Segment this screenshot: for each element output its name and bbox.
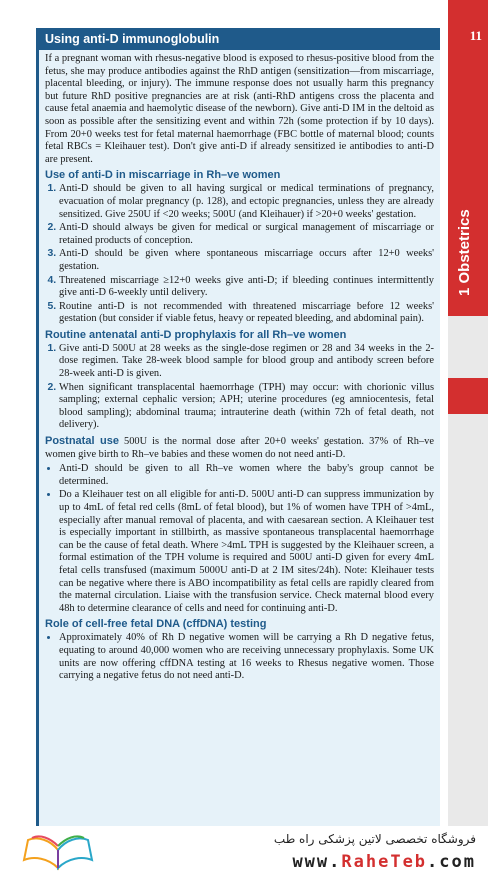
page-number-tab <box>448 0 488 196</box>
box-body <box>39 50 440 683</box>
page-number: 11 <box>469 28 482 43</box>
list-item: 2. Anti-D should always be given for medical or surgical management of miscarriage or retained products of conception. <box>59 222 434 247</box>
cffdna-heading: Role of cell-free fetal DNA (cffDNA) testing <box>45 618 267 631</box>
site-suffix: .com <box>427 852 476 872</box>
section-title: Using anti-D immunoglobulin <box>39 28 440 50</box>
store-name-persian: فروشگاه تخصصی لاتین پزشکی راه طب <box>273 832 476 846</box>
miscarriage-heading: Use of anti-D in miscarriage in Rh–ve women <box>45 169 281 182</box>
site-name: RaheTeb <box>341 852 428 872</box>
gutter-gray-block <box>448 316 488 378</box>
list-item: 3. Anti-D should be given where spontaneous miscarriage occurs after 12+0 weeks' gestation. <box>59 248 434 273</box>
postnatal-heading: Postnatal use <box>45 435 119 448</box>
list-item: • Approximately 40% of Rh D negative women will be carrying a Rh D negative fetus, equating to around 40,000 women who are receiving unnecessary prophylaxis. Some UK units are now offering cffDNA testing at 16 weeks to Rhesus negative women. Those carrying a negative fetus do not need anti-D. <box>59 632 434 682</box>
intro-paragraph: If a pregnant woman with rhesus-negative blood is exposed to rhesus-positive blood from the fetus, she may produce antibodies against the RhD antigen (sensitization—from miscarriage, placental bleeding, or injury). The immune response does not usually harm this pregnancy but future RhD positive pregnancies are at risk (anti-RhD antigens cross the placenta and cause fetal anaemia and haemolytic disease of the newborn). Give anti-D IM in the deltoid as soon as possible after the sensitizing event and within 72h (some protection if by 10 days). From 20+0 weeks test for fetal maternal haemorrhage (FBC bottle of maternal blood; counts fetal RBCs = Kleihauer test). Don't give anti-D if already sensitized ie antibodies to anti-D are present. <box>45 53 434 165</box>
list-item: 1. Anti-D should be given to all having surgical or medical terminations of pregnancy, evacuation of molar pregnancy (p. 128), and ectopic pregnancies, unless they are already sensitized. Give 250U if <20 weeks; 500U (and Kleihauer) if >20+0 weeks' gestation. <box>59 183 434 221</box>
anti-d-box <box>36 28 440 826</box>
site-prefix: www. <box>292 852 342 872</box>
open-book-logo-icon <box>20 828 96 874</box>
website-address <box>292 852 476 872</box>
chapter-label: 1 Obstetrics <box>456 209 473 297</box>
postnatal-text: 500U is the normal dose after 20+0 weeks' gestation. 37% of Rh–ve women give birth to Rh–ve babies and these women do not need anti-D. <box>45 436 434 460</box>
miscarriage-list <box>45 183 434 326</box>
list-item: 4. Threatened miscarriage ≥12+0 weeks give anti-D; if bleeding continues intermittently give anti-D 6-weekly until delivery. <box>59 275 434 300</box>
list-item: 1. Give anti-D 500U at 28 weeks as the single-dose regimen or 28 and 34 weeks in the 2-dose regimen. Take 28-week blood sample for blood group and antibody screen before 28-week anti-D is given. <box>59 343 434 381</box>
postnatal-paragraph <box>45 435 434 461</box>
gutter-gray-block-lower <box>448 414 488 826</box>
footer-banner <box>0 826 488 878</box>
list-item: 2. When significant transplacental haemorrhage (TPH) may occur: with chorionic villus sampling; external cephalic version; APH; uterine procedures (eg amniocentesis, fetal blood sampling); abdominal trauma; intrauterine death (within 72h of fetal death, not delivery). <box>59 382 434 432</box>
cffdna-list <box>45 632 434 682</box>
antenatal-heading: Routine antenatal anti-D prophylaxis for all Rh–ve women <box>45 328 347 341</box>
list-item: • Anti-D should be given to all Rh–ve women where the baby's group cannot be determined. <box>59 463 434 488</box>
section-marker-tab <box>448 378 488 414</box>
list-item: 5. Routine anti-D is not recommended with threatened miscarriage before 12 weeks' gestation (but consider if viable fetus, heavy or repeated bleeding, and abdominal pain). <box>59 301 434 326</box>
postnatal-list <box>45 463 434 615</box>
list-item: • Do a Kleihauer test on all eligible for anti-D. 500U anti-D can suppress immunization by up to 4mL of fetal red cells (8mL of fetal blood), but 1% of women have TPH of >4mL, especially after manual removal of placenta, and with caesarean section. A Kleihauer test is especially important in stillbirth, as massive spontaneous transplacental haemorrhage can be the cause of fetal death. Where >4mL TPH is suggested by the Kleihauer screen, a formal estimation of the TPH volume is required and 500U anti-D given for every 4mL fetal cells transfused (maximum 5000U anti-D at 2 IM sites/24h). Note: Kleihauer tests can be negative where there is ABO incompatibility as fetal cells are rapidly cleared from the maternal circulation. Liaise with the transfusion service. Check maternal blood every 48h to determine clearance of cells and need for continuing anti-D. <box>59 489 434 615</box>
antenatal-list <box>45 343 434 432</box>
